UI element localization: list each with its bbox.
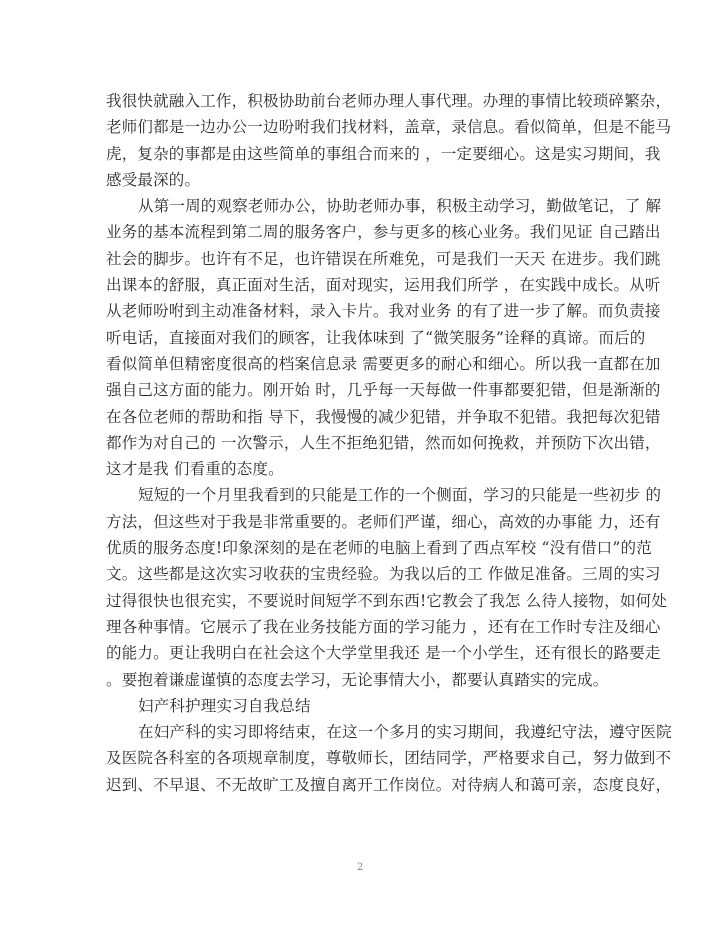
paragraph bbox=[106, 482, 668, 692]
text-line: 看似简单但精密度很高的档案信息录 需要更多的耐心和细心。所以我一直都在加 bbox=[106, 354, 661, 373]
document-body bbox=[106, 88, 672, 798]
text-line: 听电话，直接面对我们的顾客，让我体味到 了“微笑服务”诠释的真谛。而后的 bbox=[106, 328, 646, 347]
text-line: 过得很快也很充实，不要说时间短学不到东西!它教会了我怎 么待人接物，如何处 bbox=[106, 591, 668, 610]
text-line: 都作为对自己的 一次警示，人生不拒绝犯错，然而如何挽救，并预防下次出错， bbox=[106, 433, 661, 452]
text-line: 文。这些都是这次实习收获的宝贵经验。为我以后的工 作做足准备。三周的实习 bbox=[106, 565, 661, 584]
text-line: 方法，但这些对于我是非常重要的。老师们严谨，细心，高效的办事能 力，还有 bbox=[106, 512, 661, 531]
text-line: 业务的基本流程到第二周的服务客户，参与更多的核心业务。我们见证 自己踏出 bbox=[106, 223, 661, 242]
page-number: 2 bbox=[356, 862, 364, 873]
text-line: 我很快就融入工作，积极协助前台老师办理人事代理。办理的事情比较琐碎繁杂， bbox=[106, 92, 672, 110]
text-line: 感受最深的。 bbox=[106, 170, 201, 189]
section-heading bbox=[106, 693, 614, 719]
text-line: 在妇产科的实习即将结束，在这一个多月的实习期间，我遵纪守法，遵守医院 bbox=[138, 723, 672, 742]
text-line: 短短的一个月里我看到的只能是工作的一个侧面，学习的只能是一些初步 的 bbox=[138, 486, 662, 505]
text-line: 从老师吩咐到主动准备材料，录入卡片。我对业务 的有了进一步了解。而负责接 bbox=[106, 302, 661, 321]
text-line: 。要抱着谦虚谨慎的态度去学习，无论事情大小，都要认真踏实的完成。 bbox=[106, 670, 609, 689]
text-line: 理各种事情。它展示了我在业务技能方面的学习能力 ，还有在工作时专注及细心 bbox=[106, 617, 661, 636]
heading-text: 妇产科护理实习自我总结 bbox=[138, 696, 311, 715]
paragraph bbox=[106, 88, 672, 193]
text-line: 迟到、不早退、不无故旷工及擅自离开工作岗位。对待病人和蔼可亲，态度良好， bbox=[106, 775, 672, 794]
text-line: 虎，复杂的事都是由这些简单的事组合而来的 ，一定要细心。这是实习期间，我 bbox=[106, 144, 661, 163]
text-line: 的能力。更让我明白在社会这个大学堂里我还 是一个小学生，还有很长的路要走 bbox=[106, 644, 661, 663]
text-line: 及医院各科室的各项规章制度，尊敬师长，团结同学，严格要求自己，努力做到不 bbox=[106, 749, 672, 768]
text-line: 这才是我 们看重的态度。 bbox=[106, 460, 284, 479]
text-line: 在各位老师的帮助和指 导下，我慢慢的减少犯错，并争取不犯错。我把每次犯错 bbox=[106, 407, 661, 426]
text-line: 从第一周的观察老师办公，协助老师办事，积极主动学习，勤做笔记，了 解 bbox=[138, 197, 662, 216]
paragraph bbox=[106, 193, 662, 482]
text-line: 社会的脚步。也许有不足，也许错误在所难免，可是我们一天天 在进步。我们跳 bbox=[106, 249, 661, 268]
text-line: 优质的服务态度!印象深刻的是在老师的电脑上看到了西点军校 “没有借口”的范 bbox=[106, 539, 652, 558]
text-line: 老师们都是一边办公一边吩咐我们找材料，盖章，录信息。看似简单，但是不能马 bbox=[106, 118, 672, 137]
text-line: 出课本的舒服，真正面对生活，面对现实，运用我们所学 ，在实践中成长。从听 bbox=[106, 276, 661, 295]
text-line: 强自己这方面的能力。刚开始 时，几乎每一天每做一件事都要犯错，但是渐渐的 bbox=[106, 381, 661, 400]
paragraph bbox=[106, 719, 672, 798]
